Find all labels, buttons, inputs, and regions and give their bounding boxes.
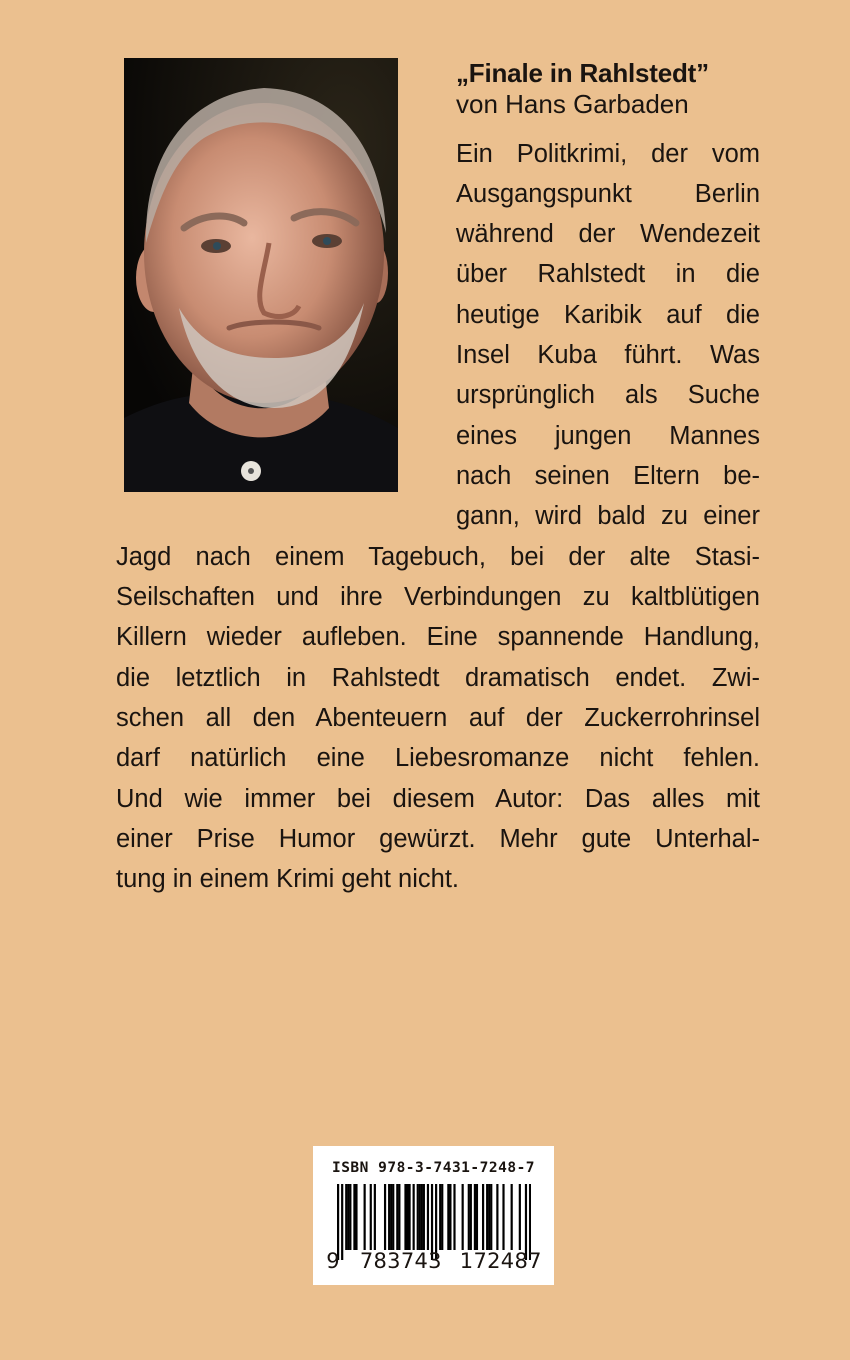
blurb-line: während der Wendezeit [456, 220, 760, 248]
blurb-line: über Rahlstedt in die [456, 260, 760, 288]
ean-first-digit: 9 [326, 1249, 340, 1273]
barcode-bar [404, 1184, 406, 1250]
book-title: „Finale in Rahlstedt” [456, 58, 709, 88]
ean-digits [321, 1249, 547, 1273]
blurb-line: tung in einem Krimi geht nicht. [116, 865, 460, 893]
barcode-bar [364, 1184, 366, 1250]
barcode-bar [502, 1184, 504, 1250]
barcode-bar [453, 1184, 455, 1250]
book-author: von Hans Garbaden [456, 89, 689, 119]
barcode-bar [396, 1184, 398, 1250]
barcode-bar [347, 1184, 349, 1250]
barcode-bar [353, 1184, 355, 1250]
barcode-bar [476, 1184, 478, 1250]
isbn-barcode [313, 1146, 554, 1285]
isbn-label: ISBN 978-3-7431-7248-7 [331, 1160, 536, 1176]
blurb-line: darf natürlich eine Liebesromanze nicht fehlen. [116, 744, 760, 772]
barcode-bar [388, 1184, 390, 1250]
barcode-bar [462, 1184, 464, 1250]
barcode-bar [417, 1184, 419, 1250]
barcode-bar [406, 1184, 408, 1250]
barcode-bar [408, 1184, 410, 1250]
blurb-line: ursprünglich als Suche [456, 381, 760, 409]
barcode-bar [398, 1184, 400, 1250]
blurb-line: Killern wieder aufleben. Eine spannende Handlung, [116, 623, 760, 651]
barcode-bar [427, 1184, 429, 1250]
barcode-bar [392, 1184, 394, 1250]
barcode-bar [370, 1184, 372, 1250]
blurb-line: Ausgangspunkt Berlin [456, 180, 760, 208]
barcode-bar [421, 1184, 423, 1250]
blurb-line: Seilschaften und ihre Verbindungen zu kaltblütigen [116, 583, 760, 611]
barcode-bar [384, 1184, 386, 1250]
blurb-line: schen all den Abenteuern auf der Zuckerrohrinsel [116, 704, 760, 732]
barcode-bar [488, 1184, 490, 1250]
blurb-line: nach seinen Eltern be- [456, 462, 760, 490]
barcode-bar [439, 1184, 441, 1250]
barcode-bar [470, 1184, 472, 1250]
barcode-bar [419, 1184, 421, 1250]
barcode-bar [355, 1184, 357, 1250]
blurb-line: Insel Kuba führt. Was [456, 341, 760, 369]
barcode-bar [390, 1184, 392, 1250]
barcode-bar [519, 1184, 521, 1250]
barcode-bar [490, 1184, 492, 1250]
barcode-bar [413, 1184, 415, 1250]
barcode-bar [441, 1184, 443, 1250]
barcode-bar [468, 1184, 470, 1250]
author-photo [124, 58, 398, 492]
barcode-bar [423, 1184, 425, 1250]
blurb-line: Jagd nach einem Tagebuch, bei der alte Stasi- [116, 543, 760, 571]
blurb-line: Und wie immer bei diesem Autor: Das alles mit [116, 785, 760, 813]
barcode-bar [496, 1184, 498, 1250]
barcode-bar [349, 1184, 351, 1250]
ean-right-group: 172487 [459, 1249, 542, 1273]
barcode-bar [482, 1184, 484, 1250]
barcode-bar [486, 1184, 488, 1250]
blurb-line: einer Prise Humor gewürzt. Mehr gute Unterhal- [116, 825, 760, 853]
barcode-bar [374, 1184, 376, 1250]
book-header [456, 58, 766, 120]
barcode-bar [474, 1184, 476, 1250]
author-portrait-image [124, 58, 398, 492]
barcode-bar [345, 1184, 347, 1250]
blurb-line: die letztlich in Rahlstedt dramatisch endet. Zwi- [116, 664, 760, 692]
ean-left-group: 783743 [359, 1249, 442, 1273]
barcode-bar [511, 1184, 513, 1250]
blurb-line: eines jungen Mannes [456, 422, 760, 450]
blurb-line: heutige Karibik auf die [456, 301, 760, 329]
blurb-line: Ein Politkrimi, der vom [456, 140, 760, 168]
barcode-bar [449, 1184, 451, 1250]
blurb-line: gann, wird bald zu einer [456, 502, 760, 530]
barcode-bar [447, 1184, 449, 1250]
